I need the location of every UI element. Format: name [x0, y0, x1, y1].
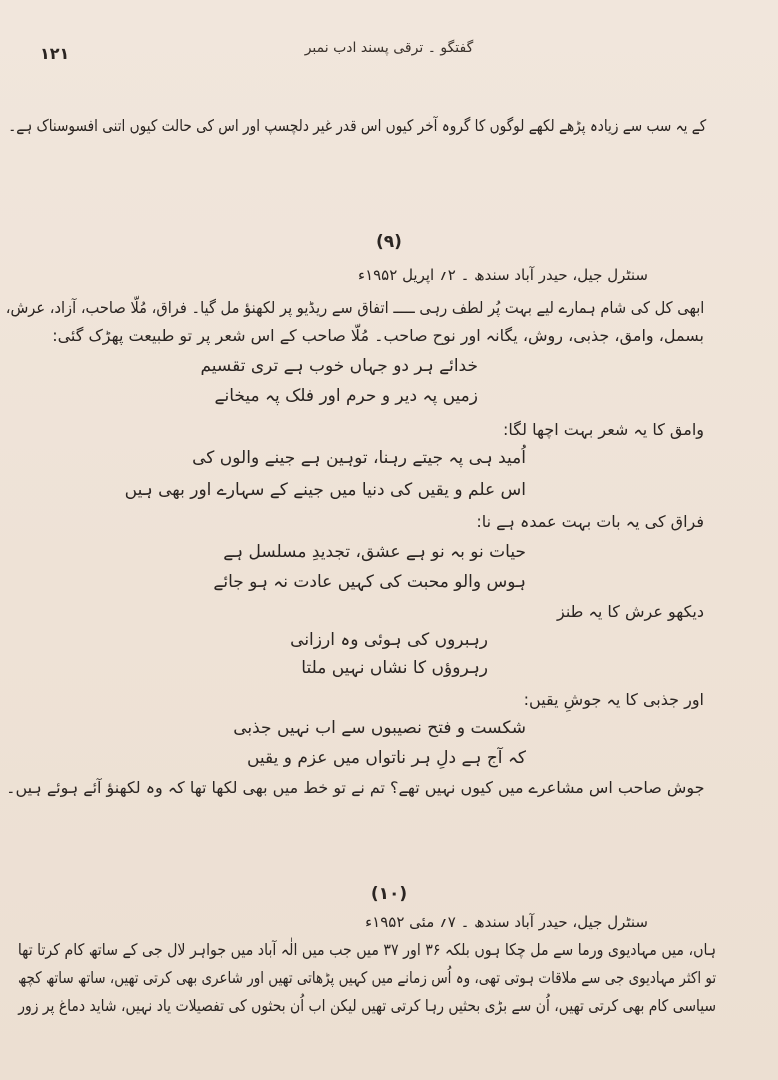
line-arsh: دیکھو عرش کا یہ طنز — [556, 602, 704, 621]
verse-4-line-1: رہبروں کی ہوئی وہ ارزانی — [290, 630, 488, 650]
verse-5-line-2: کہ آج ہے دلِ ہر ناتواں میں عزم و یقیں — [246, 748, 526, 768]
verse-2-line-1: اُمید ہی پہ جیتے رہنا، توہین ہے جینے والوں کی — [192, 448, 526, 468]
page-number: ۱۲۱ — [40, 44, 70, 63]
letter-10-line-2: تو اکثر مہادیوی جی سے ملاقات ہوتی تھی، وہ اُس زمانے میں کہیں پڑھاتی تھیں اور شاعری بھی کرتی تھیں، ساتھ ساتھ کچھ — [17, 968, 716, 987]
letter-9-line-1: ابھی کل کی شام ہمارے لیے بہت پُر لطف رہی ـــــ اتفاق سے ریڈیو پر لکھنؤ مل گیا۔ فراق، مُلّا صاحب، آزاد، عرش، — [5, 298, 704, 317]
line-wamiq: وامق کا یہ شعر بہت اچھا لگا: — [503, 420, 704, 439]
line-firaq: فراق کی یہ بات بہت عمدہ ہے نا: — [476, 512, 704, 531]
letter-9-line-2: بسمل، وامق، جذبی، روش، یگانہ اور نوح صاحب۔ مُلّا صاحب کے اس شعر پر تو طبیعت پھڑک گئی: — [52, 326, 704, 345]
verse-1-line-1: خدائے ہر دو جہاں خوب ہے تری تقسیم — [200, 356, 478, 376]
verse-3-line-2: ہوس والو محبت کی کہیں عادت نہ ہو جائے — [213, 572, 526, 592]
letter-10-number: (۱۰) — [370, 884, 408, 904]
verse-3-line-1: حیات نو بہ نو ہے عشق، تجدیدِ مسلسل ہے — [223, 542, 526, 562]
verse-2-line-2: اس علم و یقیں کی دنیا میں جینے کے سہارے اور بھی ہیں — [124, 480, 526, 500]
verse-4-line-2: رہروؤں کا نشاں نہیں ملتا — [301, 658, 488, 678]
verse-5-line-1: شکست و فتح نصیبوں سے اب نہیں جذبی — [233, 718, 526, 738]
letter-10-line-3: سیاسی کام بھی کرتی تھیں، اُن سے بڑی بحثیں رہا کرتی تھیں لیکن اب اُن بحثوں کی تفصیلات یاد نہیں، شاید دماغ پر زور — [18, 996, 716, 1015]
running-title: گفتگو ۔ ترقی پسند ادب نمبر — [304, 40, 474, 56]
letter-9-heading: سنٹرل جیل، حیدر آباد سندھ ۔ ۲؍ اپریل ۱۹۵۲ء — [358, 266, 648, 284]
verse-1-line-2: زمیں پہ دیر و حرم اور فلک پہ میخانے — [214, 386, 478, 406]
letter-10-line-1: ہاں، میں مہادیوی ورما سے مل چکا ہوں بلکہ ۳۶ اور ۳۷ میں جب میں الٰہ آباد میں جواہر لال جی کے ساتھ کام کرتا تھا — [17, 940, 716, 959]
line-josh: جوش صاحب اس مشاعرے میں کیوں نہیں تھے؟ تم نے تو خط میں بھی لکھا تھا کہ وہ لکھنؤ آئے ہوئے ہیں۔ — [5, 778, 704, 797]
letter-10-heading: سنٹرل جیل، حیدر آباد سندھ ۔ ۷؍ مئی ۱۹۵۲ء — [365, 913, 648, 931]
intro-line: کے یہ سب سے زیادہ پڑھے لکھے لوگوں کا گروہ آخر کیوں اس قدر غیر دلچسپ اور اس کی حالت کیوں اتنی افسوسناک ہے۔ — [8, 116, 706, 135]
letter-9-number: (۹) — [376, 232, 402, 252]
line-jazbi: اور جذبی کا یہ جوشِ یقیں: — [523, 690, 704, 709]
